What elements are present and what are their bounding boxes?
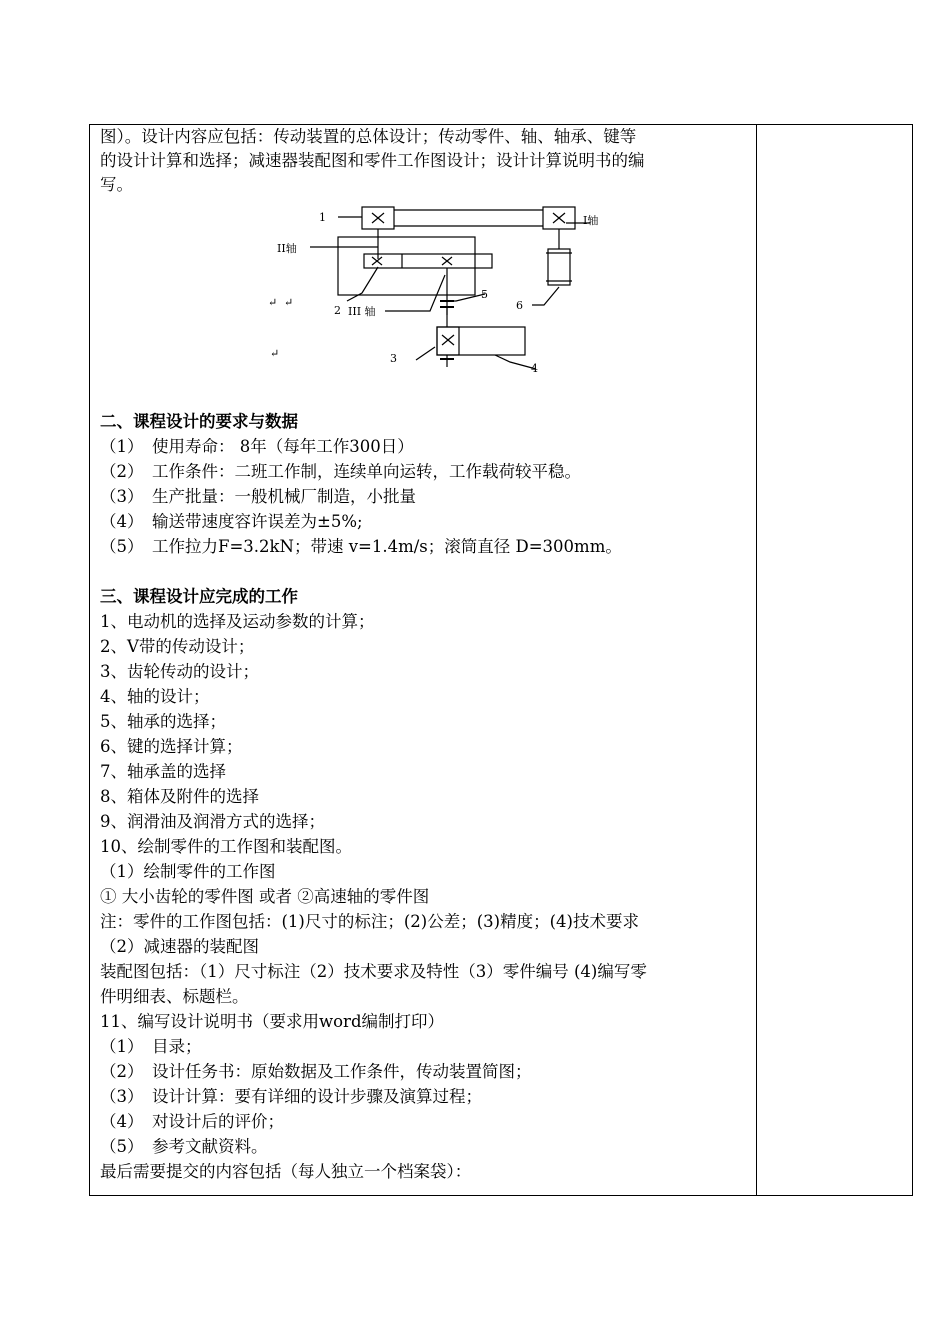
item-text: 目录； bbox=[152, 1037, 202, 1056]
paragraph-mark: ↵ bbox=[284, 296, 294, 309]
section-3-heading: 三、课程设计应完成的工作 bbox=[100, 587, 298, 606]
gearbox-housing bbox=[338, 237, 475, 295]
intro-line: 写。 bbox=[100, 175, 133, 194]
motor bbox=[548, 249, 570, 285]
label-iii-shaft: III 轴 bbox=[348, 305, 376, 318]
item-text: 设计计算：要有详细的设计步骤及演算过程； bbox=[152, 1087, 482, 1106]
work-line: 1、电动机的选择及运动参数的计算； bbox=[100, 612, 375, 631]
final-line: 最后需要提交的内容包括（每人独立一个档案袋）： bbox=[100, 1162, 472, 1181]
work-line: （1）绘制零件的工作图 bbox=[100, 862, 276, 881]
work-line: 9、润滑油及润滑方式的选择； bbox=[100, 812, 325, 831]
item-number: （2） bbox=[100, 462, 144, 481]
report-item bbox=[100, 1109, 750, 1134]
work-line: 3、齿轮传动的设计； bbox=[100, 662, 259, 681]
work-line: 10、绘制零件的工作图和装配图。 bbox=[100, 837, 352, 856]
label-2: 2 bbox=[334, 304, 341, 317]
item-text: 对设计后的评价； bbox=[152, 1112, 284, 1131]
conveyor-drum bbox=[437, 327, 525, 355]
label-1: 1 bbox=[319, 211, 326, 224]
label-4: 4 bbox=[531, 362, 538, 375]
item-text: 生产批量：一般机械厂制造，小批量 bbox=[152, 487, 416, 506]
item-number: （1） bbox=[100, 1037, 144, 1056]
transmission-diagram bbox=[100, 197, 750, 409]
content-cell bbox=[90, 125, 757, 1195]
item-number: （5） bbox=[100, 1137, 144, 1156]
item-number: （1） bbox=[100, 437, 144, 456]
paragraph-mark: ↵ bbox=[270, 347, 280, 360]
work-line: 4、轴的设计； bbox=[100, 687, 210, 706]
cell-content bbox=[100, 125, 750, 1184]
requirement-item bbox=[100, 459, 750, 484]
work-line: 5、轴承的选择； bbox=[100, 712, 226, 731]
item-number: （5） bbox=[100, 537, 144, 556]
work-line: 注：零件的工作图包括：(1)尺寸的标注；(2)公差；(3)精度；(4)技术要求 bbox=[100, 912, 639, 931]
label-i-shaft: I轴 bbox=[583, 214, 599, 227]
requirement-item bbox=[100, 509, 750, 534]
report-item bbox=[100, 1059, 750, 1084]
item-number: （3） bbox=[100, 1087, 144, 1106]
work-line: （2）减速器的装配图 bbox=[100, 937, 259, 956]
item-text: 工作拉力F=3.2kN；带速 v=1.4m/s；滚筒直径 D=300mm。 bbox=[152, 537, 622, 556]
paragraph-mark: ↵ bbox=[268, 296, 278, 309]
document-table bbox=[89, 124, 913, 1196]
intro-line: 的设计计算和选择；减速器装配图和零件工作图设计；设计计算说明书的编 bbox=[100, 151, 645, 170]
work-line: ① 大小齿轮的零件图 或者 ②高速轴的零件图 bbox=[100, 887, 430, 906]
item-text: 设计任务书：原始数据及工作条件，传动装置简图； bbox=[152, 1062, 532, 1081]
label-3: 3 bbox=[390, 352, 397, 365]
label-6: 6 bbox=[516, 299, 523, 312]
requirement-item bbox=[100, 434, 750, 459]
item-text: 输送带速度容许误差为±5%; bbox=[152, 512, 363, 531]
requirement-item bbox=[100, 534, 750, 559]
requirement-item bbox=[100, 484, 750, 509]
item-text: 参考文献资料。 bbox=[152, 1137, 268, 1156]
work-line: 件明细表、标题栏。 bbox=[100, 987, 249, 1006]
work-line: 6、键的选择计算； bbox=[100, 737, 243, 756]
item-text: 工作条件：二班工作制，连续单向运转，工作载荷较平稳。 bbox=[152, 462, 581, 481]
work-line: 2、V带的传动设计； bbox=[100, 637, 255, 656]
item-number: （3） bbox=[100, 487, 144, 506]
side-cell bbox=[757, 125, 912, 1195]
intro-paragraph bbox=[100, 125, 750, 197]
item-text: 使用寿命： 8年（每年工作300日） bbox=[152, 437, 414, 456]
report-item bbox=[100, 1084, 750, 1109]
item-number: （4） bbox=[100, 512, 144, 531]
label-ii-shaft: II轴 bbox=[277, 242, 297, 255]
label-5: 5 bbox=[481, 288, 488, 301]
report-item bbox=[100, 1134, 750, 1159]
work-line: 装配图包括：（1）尺寸标注（2）技术要求及特性（3）零件编号 (4)编写零 bbox=[100, 962, 647, 981]
item-number: （4） bbox=[100, 1112, 144, 1131]
work-line: 11、编写设计说明书（要求用word编制打印） bbox=[100, 1012, 445, 1031]
work-line: 7、轴承盖的选择 bbox=[100, 762, 226, 781]
item-number: （2） bbox=[100, 1062, 144, 1081]
intro-line: 图）。设计内容应包括：传动装置的总体设计；传动零件、轴、轴承、键等 bbox=[100, 127, 637, 146]
report-item bbox=[100, 1034, 750, 1059]
work-line: 8、箱体及附件的选择 bbox=[100, 787, 259, 806]
section-2-heading: 二、课程设计的要求与数据 bbox=[100, 412, 298, 431]
gear-pair bbox=[364, 254, 492, 268]
